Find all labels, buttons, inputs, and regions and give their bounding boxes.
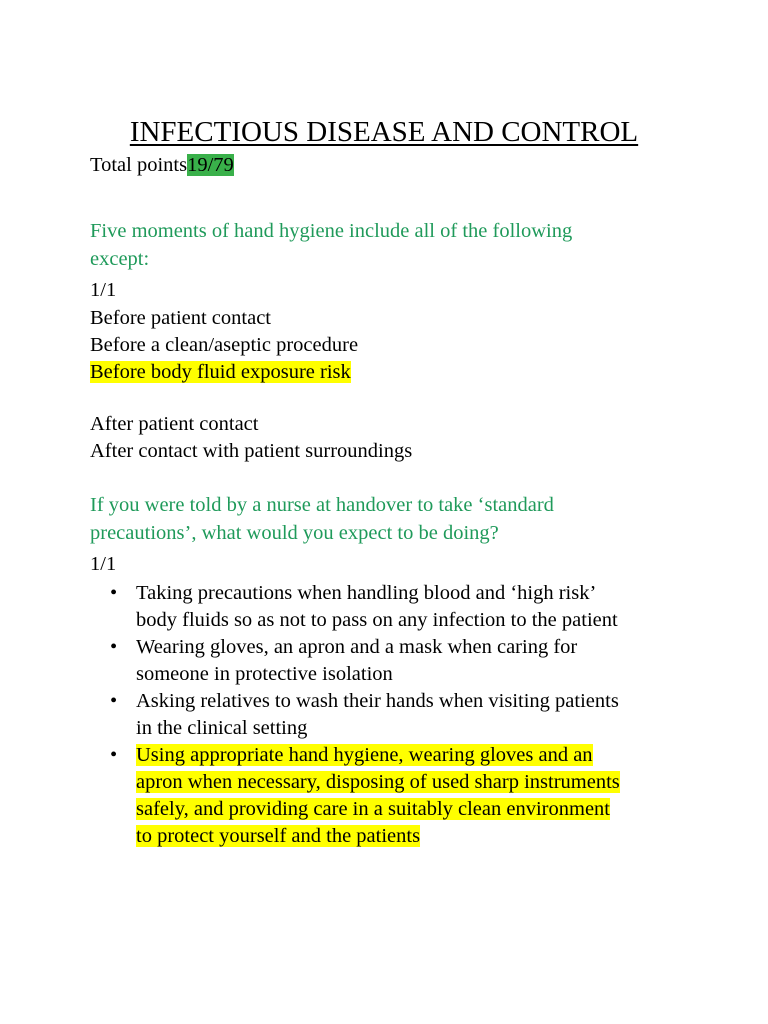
question-2-score: 1/1 — [90, 553, 117, 575]
option-line: in the clinical setting — [136, 717, 308, 739]
question-2-option-2 — [90, 634, 690, 688]
question-1-prompt-line-1: Five moments of hand hygiene include all of the following — [90, 220, 573, 242]
option-line: Asking relatives to wash their hands when visiting patients — [136, 690, 619, 712]
correct-answer-highlight: apron when necessary, disposing of used sharp instruments — [136, 771, 620, 793]
question-2-prompt-line-1: If you were told by a nurse at handover to take ‘standard — [90, 494, 554, 516]
question-1-score: 1/1 — [90, 279, 117, 301]
bullet-icon: • — [110, 636, 118, 658]
question-1-option-1: Before patient contact — [90, 307, 271, 329]
option-line: Taking precautions when handling blood and ‘high risk’ — [136, 582, 597, 604]
total-points-line — [90, 152, 234, 179]
option-line: body fluids so as not to pass on any infection to the patient — [136, 609, 618, 631]
total-points-label: Total points — [90, 154, 188, 176]
correct-answer-highlight: safely, and providing care in a suitably clean environment — [136, 798, 610, 820]
correct-answer-highlight: to protect yourself and the patients — [136, 825, 421, 847]
correct-answer-highlight: Before body fluid exposure risk — [90, 361, 351, 383]
question-2-prompt-line-2: precautions’, what would you expect to be doing? — [90, 522, 499, 544]
question-1-option-4: After patient contact — [90, 413, 259, 435]
question-1-option-5: After contact with patient surroundings — [90, 440, 413, 462]
question-2-option-1 — [90, 580, 690, 634]
correct-answer-highlight: Using appropriate hand hygiene, wearing gloves and an — [136, 744, 593, 766]
question-1-option-3-correct — [90, 359, 351, 386]
document-title: INFECTIOUS DISEASE AND CONTROL — [129, 116, 639, 148]
question-2-options — [90, 580, 690, 850]
bullet-icon: • — [110, 690, 118, 712]
question-1-prompt-line-2: except: — [90, 248, 150, 270]
question-2-option-3 — [90, 688, 690, 742]
option-line: someone in protective isolation — [136, 663, 393, 685]
total-points-score: 19/79 — [187, 154, 234, 176]
bullet-icon: • — [110, 744, 118, 766]
bullet-icon: • — [110, 582, 118, 604]
question-2-option-4-correct — [90, 742, 690, 850]
question-1-option-2: Before a clean/aseptic procedure — [90, 334, 359, 356]
option-line: Wearing gloves, an apron and a mask when caring for — [136, 636, 578, 658]
